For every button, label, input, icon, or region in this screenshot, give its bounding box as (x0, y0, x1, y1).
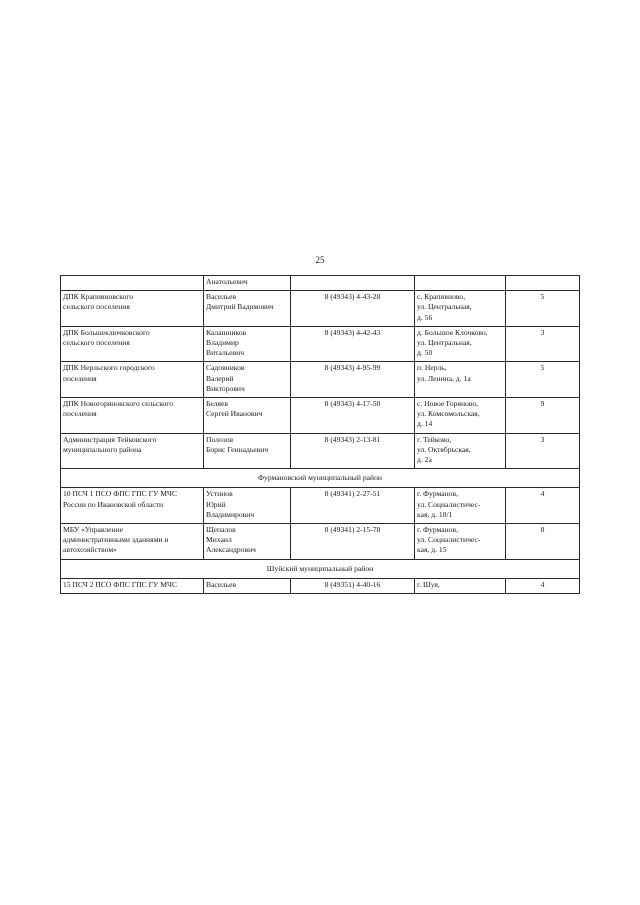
organization-cell-line: ДПК Новогоряновского сельского (63, 399, 174, 409)
head-name-cell (204, 398, 291, 434)
organization-cell (61, 326, 204, 362)
head-name-cell (204, 578, 291, 593)
address-cell-line: ул. Центральная, (417, 302, 472, 312)
table-row (61, 433, 580, 469)
contacts-table (60, 275, 580, 594)
organization-cell (61, 398, 204, 434)
organization-cell-line: Администрация Тейковского (63, 434, 157, 444)
address-cell-line: г. Фурманов, (417, 489, 459, 499)
head-name-cell-line: Юрий (206, 499, 226, 509)
address-cell (415, 524, 506, 560)
table-row (61, 398, 580, 434)
head-name-cell-line: Полозов (206, 434, 234, 444)
address-cell (415, 291, 506, 327)
count-cell: 5 (506, 362, 580, 398)
address-cell-line: с. Крапивново, (417, 292, 466, 302)
address-cell-line: ул. Центральная, (417, 338, 472, 348)
section-header-row (61, 469, 580, 488)
head-name-cell (204, 276, 291, 291)
address-cell-line: д. Большое Клочково, (417, 327, 488, 337)
head-name-cell-line: Александрович (206, 545, 256, 555)
organization-cell-line: ДПК Крапивновского (63, 292, 134, 302)
organization-cell-line: автохозяйством» (63, 545, 117, 555)
phone-cell: 8 (49341) 2-27-51 (291, 488, 415, 524)
table-row (61, 362, 580, 398)
table-row (61, 578, 580, 593)
head-name-cell (204, 326, 291, 362)
address-cell-line: ул. Октябрьская, (417, 444, 471, 454)
head-name-cell-line: Михаил (206, 535, 232, 545)
phone-cell: 8 (49343) 4-42-43 (291, 326, 415, 362)
phone-cell (291, 276, 415, 291)
address-cell-line: ул. Социалистичес- (417, 535, 481, 545)
address-cell-line (417, 277, 503, 287)
head-name-cell (204, 362, 291, 398)
organization-cell-line: ДПК Нерльского городского (63, 363, 155, 373)
phone-cell: 8 (49341) 2-15-78 (291, 524, 415, 560)
address-cell-line: кая, д. 15 (417, 545, 447, 555)
table-row (61, 326, 580, 362)
section-header-row (61, 559, 580, 578)
organization-cell (61, 291, 204, 327)
address-cell (415, 276, 506, 291)
organization-cell-line: ДПК Большеключковского (63, 327, 150, 337)
head-name-cell (204, 433, 291, 469)
head-name-cell-line: Устинов (206, 489, 233, 499)
address-cell-line: д. 56 (417, 312, 433, 322)
organization-cell-line: 10 ПСЧ 1 ПСО ФПС ГПС ГУ МЧС (63, 489, 178, 499)
address-cell-line: ул. Комсомольская, (417, 409, 480, 419)
organization-cell-line: сельского поселения (63, 338, 130, 348)
organization-cell-line: 15 ПСЧ 2 ПСО ФПС ГПС ГУ МЧС (63, 579, 178, 589)
organization-cell-line: поселения (63, 373, 97, 383)
table-row (61, 524, 580, 560)
head-name-cell-line: Владимир (206, 338, 239, 348)
head-name-cell-line: Владимирович (206, 509, 255, 519)
count-cell: 9 (506, 398, 580, 434)
address-cell-line: д. 50 (417, 348, 433, 358)
organization-cell-line: муниципального района (63, 444, 142, 454)
address-cell (415, 433, 506, 469)
head-name-cell-line: Сергей Иванович (206, 409, 263, 419)
organization-cell (61, 524, 204, 560)
count-cell: 3 (506, 433, 580, 469)
count-cell: 4 (506, 578, 580, 593)
phone-cell: 8 (49343) 4-43-28 (291, 291, 415, 327)
address-cell (415, 362, 506, 398)
address-cell-line: п. Нерль, (417, 363, 447, 373)
table-row (61, 291, 580, 327)
count-cell (506, 276, 580, 291)
page-number: 25 (315, 255, 325, 265)
head-name-cell-line: Валерий (206, 373, 234, 383)
address-cell-line: г. Тейково, (417, 434, 452, 444)
section-title: Фурмановский муниципальный район (61, 469, 580, 488)
address-cell (415, 578, 506, 593)
table-row (61, 488, 580, 524)
organization-cell (61, 276, 204, 291)
head-name-cell (204, 291, 291, 327)
organization-cell-line (63, 277, 201, 287)
count-cell: 5 (506, 291, 580, 327)
phone-cell: 8 (49343) 4-17-50 (291, 398, 415, 434)
organization-cell-line: административными зданиями и (63, 535, 169, 545)
address-cell-line: с. Новое Горяново, (417, 399, 479, 409)
count-cell: 4 (506, 488, 580, 524)
section-title: Шуйский муниципальный район (61, 559, 580, 578)
organization-cell (61, 433, 204, 469)
address-cell-line: д. 2а (417, 455, 432, 465)
address-cell (415, 398, 506, 434)
organization-cell (61, 362, 204, 398)
organization-cell-line: России по Ивановской области (63, 499, 164, 509)
head-name-cell-line: Анатольевич (206, 277, 248, 286)
head-name-cell-line: Щепалов (206, 525, 236, 535)
head-name-cell-line: Борис Геннадьевич (206, 444, 269, 454)
address-cell-line: ул. Социалистичес- (417, 499, 481, 509)
head-name-cell-line: Васильев (206, 579, 237, 589)
address-cell (415, 326, 506, 362)
count-cell: 8 (506, 524, 580, 560)
count-cell: 3 (506, 326, 580, 362)
head-name-cell-line: Викторович (206, 383, 245, 393)
head-name-cell-line: Витальевич (206, 348, 245, 358)
phone-cell: 8 (49343) 4-95-99 (291, 362, 415, 398)
address-cell-line: г. Фурманов, (417, 525, 459, 535)
table-row (61, 276, 580, 291)
head-name-cell (204, 488, 291, 524)
organization-cell (61, 578, 204, 593)
head-name-cell-line: Садовников (206, 363, 245, 373)
organization-cell-line: поселения (63, 409, 97, 419)
head-name-cell-line: Калашников (206, 327, 247, 337)
organization-cell-line: МБУ «Управление (63, 525, 124, 535)
address-cell-line: ул. Ленина, д. 1а (417, 373, 471, 383)
phone-cell: 8 (49343) 2-13-81 (291, 433, 415, 469)
phone-cell: 8 (49351) 4-40-16 (291, 578, 415, 593)
head-name-cell-line: Дмитрий Вадимович (206, 302, 274, 312)
organization-cell (61, 488, 204, 524)
address-cell-line: д. 14 (417, 419, 433, 429)
address-cell (415, 488, 506, 524)
address-cell-line: г. Шуя, (417, 579, 440, 589)
organization-cell-line: сельского поселения (63, 302, 130, 312)
head-name-cell-line: Васильев (206, 292, 237, 302)
table-body (61, 276, 580, 594)
head-name-cell (204, 524, 291, 560)
head-name-cell-line: Беляев (206, 399, 228, 409)
address-cell-line: кая, д. 18/1 (417, 509, 453, 519)
